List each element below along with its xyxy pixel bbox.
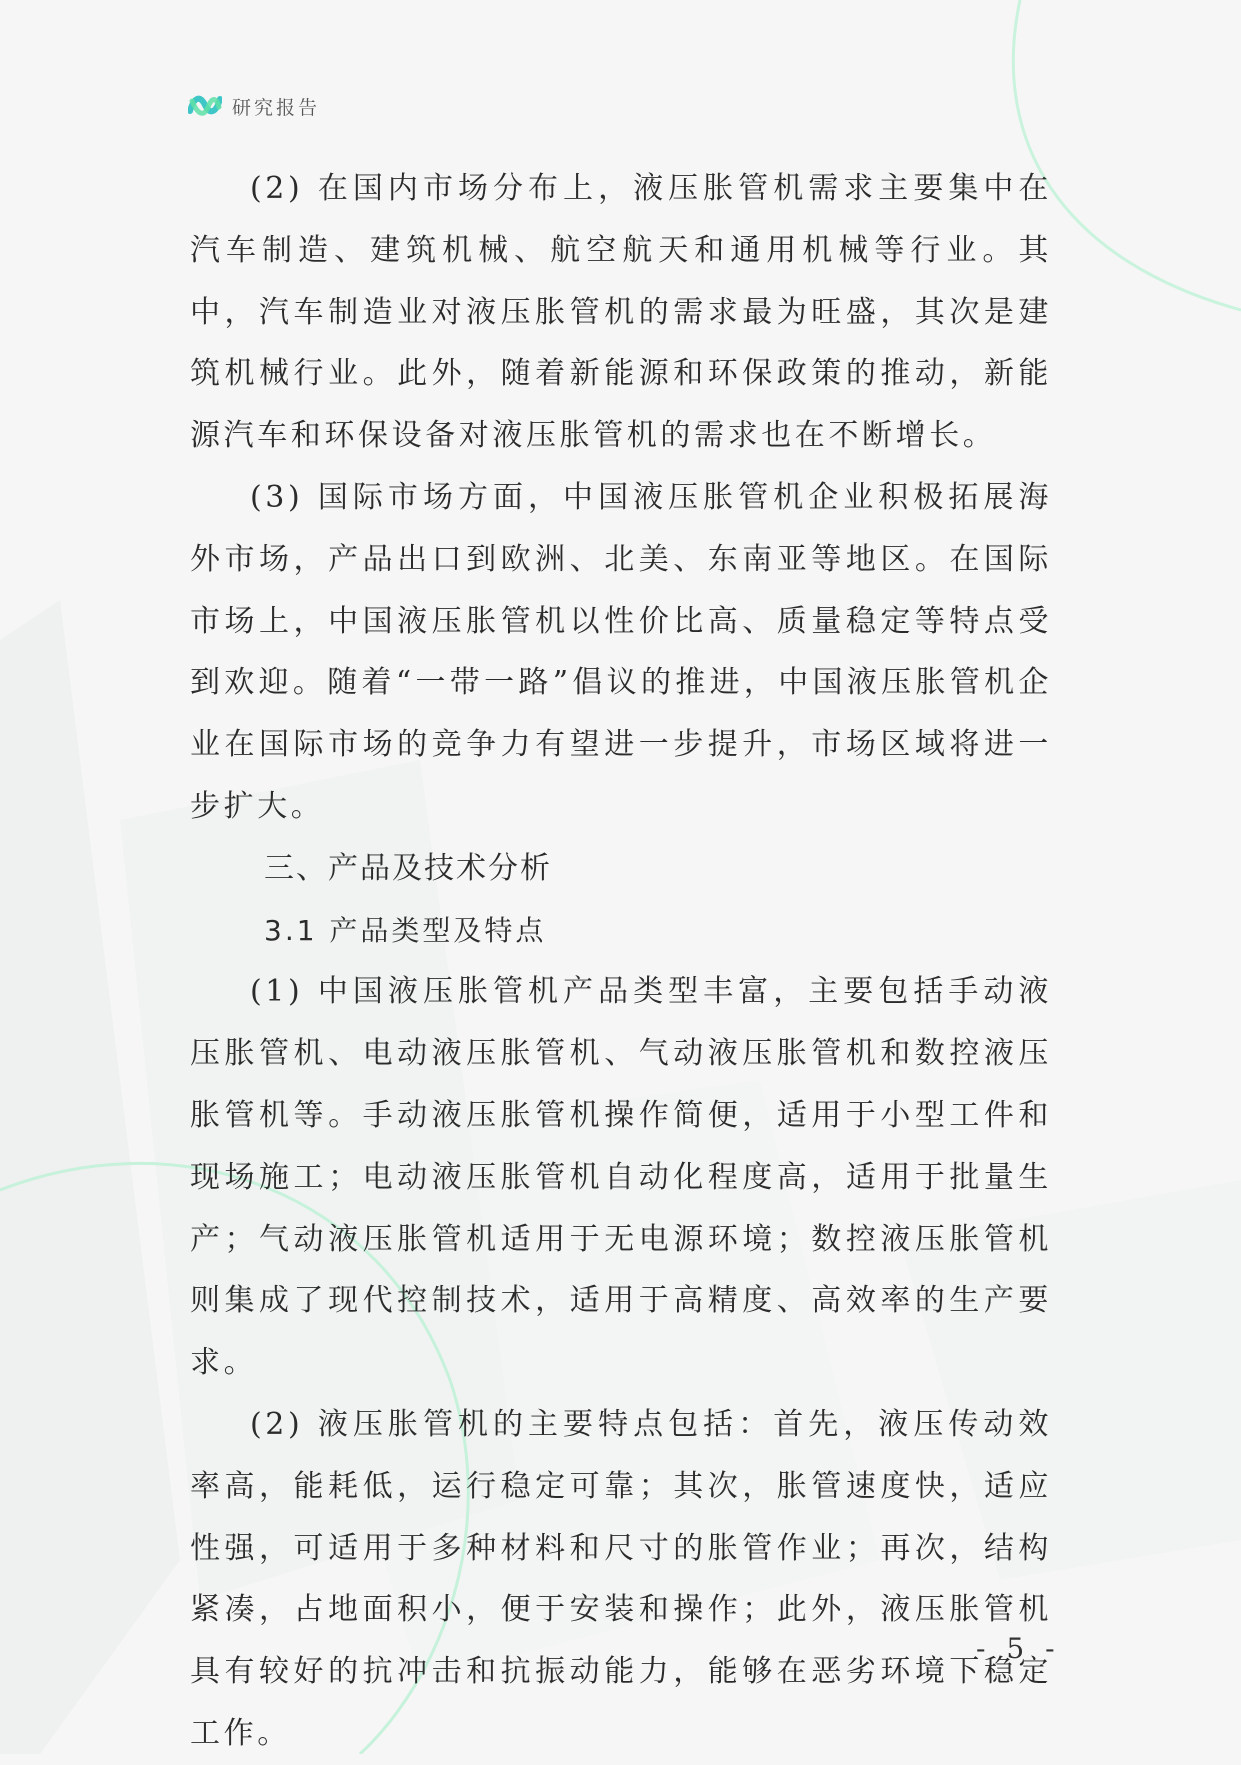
subsection-heading: 3.1 产品类型及特点	[264, 913, 547, 947]
section-heading: 三、产品及技术分析	[264, 850, 552, 886]
brand-logo-icon	[188, 91, 222, 121]
page-number: - 5 -	[976, 1632, 1061, 1665]
report-header	[188, 88, 320, 124]
paragraph-product-types: (1) 中国液压胀管机产品类型丰富，主要包括手动液压胀管机、电动液压胀管机、气动液压胀管机和数控液压胀管机等。手动液压胀管机操作简便，适用于小型工件和现场施工；电动液压胀管机自动化程度高，适用于批量生产；气动液压胀管机适用于无电源环境；数控液压胀管机则集成了现代控制技术，适用于高精度、高效率的生产要求。	[190, 974, 1052, 1381]
document-body	[190, 158, 1052, 1765]
report-title: 研究报告	[232, 96, 321, 119]
paragraph-product-features: (2) 液压胀管机的主要特点包括：首先，液压传动效率高，能耗低，运行稳定可靠；其次，胀管速度快，适应性强，可适用于多种材料和尺寸的胀管作业；再次，结构紧凑，占地面积小，便于安装和操作；此外，液压胀管机具有较好的抗冲击和抗振动能力，能够在恶劣环境下稳定工作。	[190, 1406, 1052, 1751]
paragraph-market-international: (3) 国际市场方面，中国液压胀管机企业积极拓展海外市场，产品出口到欧洲、北美、东南亚等地区。在国际市场上，中国液压胀管机以性价比高、质量稳定等特点受到欢迎。随着“一带一路”倡议的推进，中国液压胀管机企业在国际市场的竞争力有望进一步提升，市场区域将进一步扩大。	[190, 479, 1052, 824]
paragraph-market-domestic: (2) 在国内市场分布上，液压胀管机需求主要集中在汽车制造、建筑机械、航空航天和通用机械等行业。其中，汽车制造业对液压胀管机的需求最为旺盛，其次是建筑机械行业。此外，随着新能源和环保政策的推动，新能源汽车和环保设备对液压胀管机的需求也在不断增长。	[190, 171, 1052, 454]
